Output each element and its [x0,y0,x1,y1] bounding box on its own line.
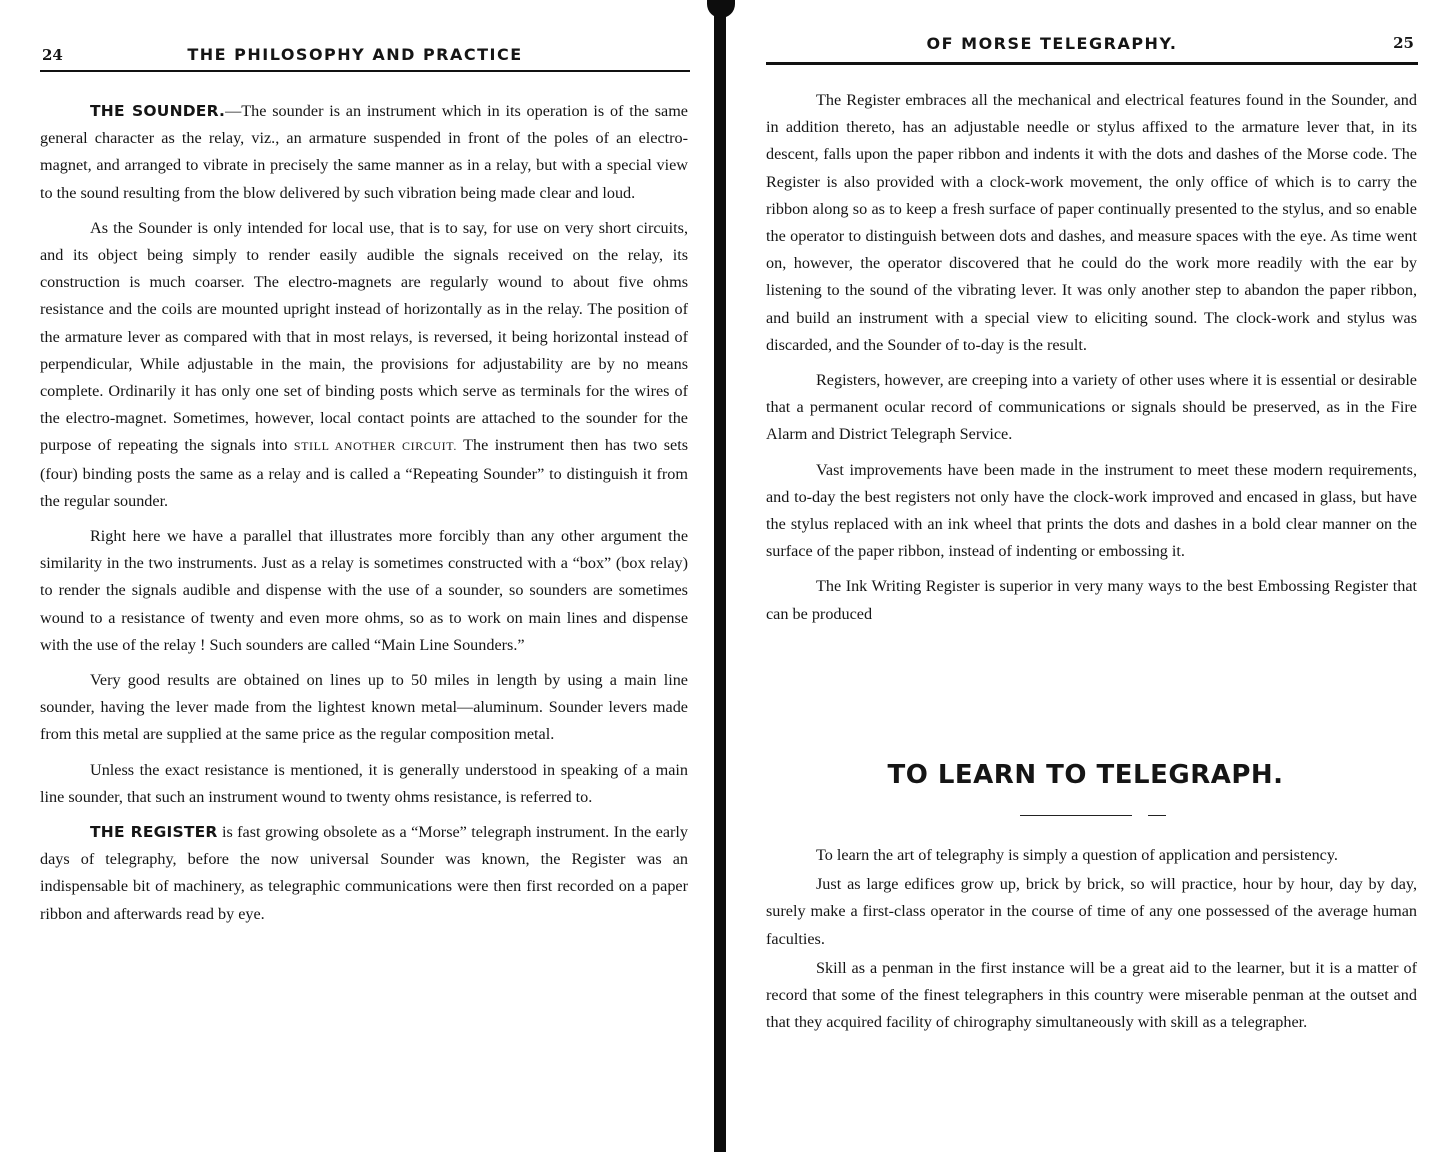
page-number: 24 [42,46,63,64]
paragraph-penman: Skill as a penman in the first instance will be a great aid to the learner, but it is a matter of record that some of the finest telegraphers in this country were miserable penman at the outset and that they acquired facility of chirography simultaneously with skill as a telegrapher. [766,958,1417,1032]
right-page-body [766,87,1417,636]
paragraph-ink-writing: The Ink Writing Register is superior in very many ways to the best Embossing Register that can be produced [766,577,1417,623]
paragraph-improvements: Vast improvements have been made in the instrument to meet these modern requirements, and to-day the best registers not only have the clock-work improved and encased in glass, but have the stylus replaced with an ink wheel that prints the dots and dashes in a bold clear manner on the surface of the paper ribbon, instead of indenting or embossing it. [766,460,1417,561]
paragraph-text: is fast growing obsolete as a “Morse” telegraph instrument. In the early days of telegraphy, before the now universal Sounder was known, the Register was an indispensable bit of machinery, as telegraphic communications were then first recorded on a paper ribbon and afterwards read by eye. [40,823,688,923]
right-page-header [766,32,1418,65]
paragraph-registers-creeping: Registers, however, are creeping into a variety of other uses where it is essential or desirable that a permanent ocular record of communications or signals should be preserved, as in the Fire Alarm and District Telegraph Service. [766,371,1417,444]
small-caps-phrase: STILL ANOTHER CIRCUIT. [293,439,457,454]
paragraph-register [40,819,688,928]
page-number: 25 [1393,34,1414,52]
lead-heading-register: THE REGISTER [90,823,218,842]
title-rule [1020,815,1132,816]
paragraph-learn-art: To learn the art of telegraphy is simply a question of application and persistency. [816,846,1338,864]
title-rule-short [1148,815,1166,816]
left-page [0,0,712,1152]
left-page-body [40,98,688,936]
right-page [728,0,1443,1152]
paragraph-aluminum: Very good results are obtained on lines up to 50 miles in length by using a main line sounder, having the lever made from the lightest known metal—aluminum. Sounder levers made from this metal are supplied at the same price as the regular composition metal. [40,671,688,744]
paragraph-register-embraces: The Register embraces all the mechanical and electrical features found in the Sounder, and in addition thereto, has an adjustable needle or stylus affixed to the armature lever that, in its descent, falls upon the paper ribbon and indents it with the dots and dashes of the Morse code. The Register is also provided with a clock-work movement, the only office of which is to carry the ribbon along so as to keep a fresh surface of paper continually presented to the stylus, and so enable the operator to distinguish between dots and dashes, and measure spaces with the eye. As time went on, however, the operator discovered that he could do the work more readily with the ear by listening to the sound of the vibrating lever. It was only another step to abandon the paper ribbon, and build an instrument with a special view to eliciting sound. The clock-work and stylus was discarded, and the Sounder of to-day is the result. [766,91,1417,354]
paragraph-sounder [40,98,688,207]
section-title: TO LEARN TO TELEGRAPH. [887,760,1284,790]
paragraph-parallel: Right here we have a parallel that illustrates more forcibly than any other argument the similarity in the two instruments. Just as a relay is sometimes constructed with a “box” (box relay) to render the signals audible and dispense with the use of a sounder, so sounders are sometimes wound to a resistance of twenty and even more ohms, so as to work on main lines and dispense with the use of the relay ! Such sounders are called “Main Line Sounders.” [40,527,688,654]
paragraph-text: The instrument then has two sets (four) binding posts the same as a relay and is called a “Repeating Sounder” to distinguish it from the regular sounder. [40,436,689,510]
lead-heading-sounder: THE SOUNDER. [90,102,226,120]
paragraph-edifices: Just as large edifices grow up, brick by brick, so will practice, hour by hour, day by day, surely make a first-class operator in the course of time of any one possessed of the average human faculties. [766,875,1417,948]
left-page-header [40,40,690,72]
paragraph-resistance: Unless the exact resistance is mentioned, it is generally understood in speaking of a main line sounder, that such an instrument wound to twenty ohms resistance, is referred to. [40,760,688,806]
paragraph-text: As the Sounder is only intended for local use, that is to say, for use on very short circuits, and its object being simply to render easily audible the signals received on the relay, its construction is much coarser. The electro-magnets are regularly wound to about five ohms resistance and the coils are mounted upright instead of horizontally as in the relay. The position of the armature lever as compared with that in most relays, is reversed, it being horizontal instead of perpendicular, While adjustable in the main, the provisions for adjustability are by no means complete. Ordinarily it has only one set of binding posts which serve as terminals for the wires of the electro-magnet. Sometimes, however, local contact points are attached to the sounder for the purpose of repeating the signals into [40,218,688,455]
book-gutter [714,0,726,1152]
paragraph-text: —The sounder is an instrument which in its operation is of the same general character as the relay, viz., an armature suspended in front of the poles of an electro-magnet, and arranged to vibrate in precisely the same manner as in a relay, but with a special view to the sound resulting from the blow delivered by such vibration being made clear and loud. [40,102,688,202]
paragraph-local-use [40,215,688,515]
running-head: OF MORSE TELEGRAPHY. [926,34,1178,53]
learn-section-body [766,842,1417,1038]
running-head: THE PHILOSOPHY AND PRACTICE [187,45,523,64]
